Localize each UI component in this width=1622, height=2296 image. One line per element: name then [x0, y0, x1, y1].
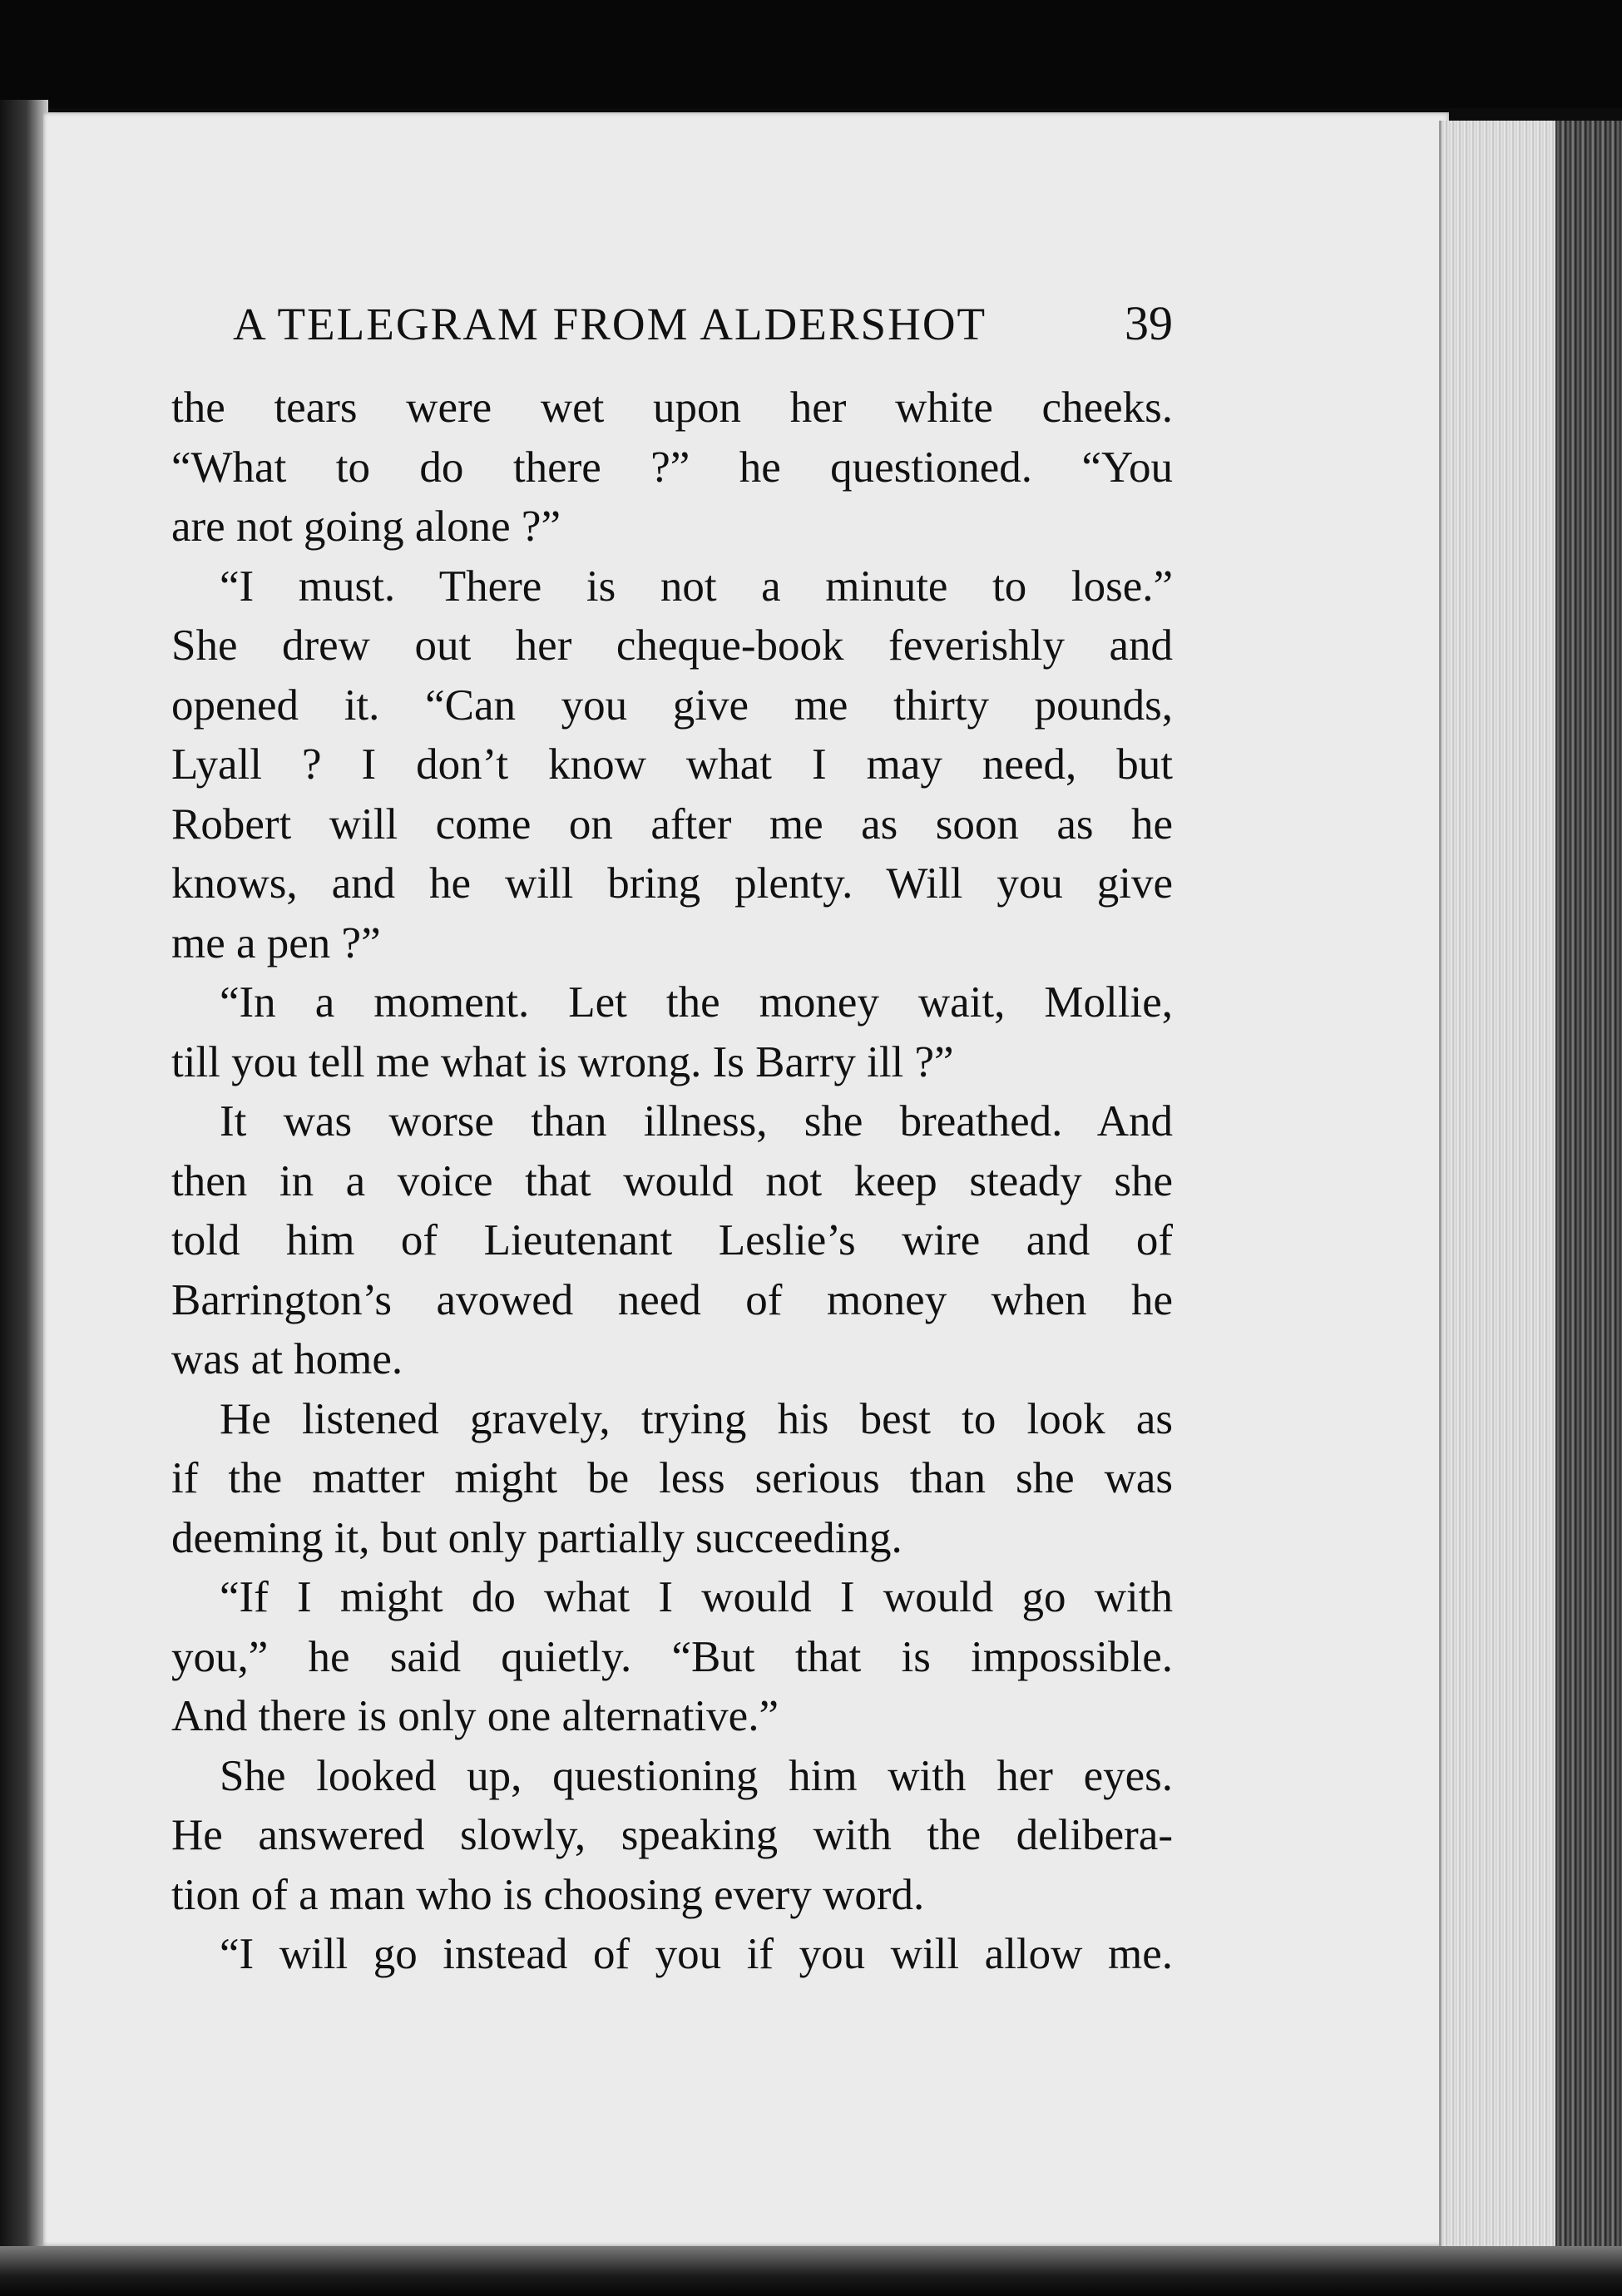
- text-line: “What to do there ?” he questioned. “You: [171, 443, 1173, 492]
- text-line: tion of a man who is choosing every word.: [171, 1870, 925, 1919]
- scan-background-top: [0, 0, 1622, 108]
- text-line: “In a moment. Let the money wait, Mollie,: [220, 978, 1173, 1027]
- text-line: He listened gravely, trying his best to look as: [220, 1394, 1173, 1443]
- scan-background-left: [0, 100, 48, 2296]
- text-line: opened it. “Can you give me thirty pounds,: [171, 680, 1173, 730]
- book-binding: [1555, 121, 1622, 2296]
- text-line: “If I might do what I would I would go with: [220, 1573, 1173, 1621]
- chapter-title: A TELEGRAM FROM ALDERSHOT: [233, 299, 987, 349]
- text-line: “I must. There is not a minute to lose.”: [220, 562, 1173, 611]
- text-line: She drew out her cheque-book feverishly and: [171, 621, 1173, 670]
- text-line: till you tell me what is wrong. Is Barry ill ?”: [171, 1037, 954, 1086]
- text-line: Barrington’s avowed need of money when he: [171, 1275, 1173, 1324]
- text-line: you,” he said quietly. “But that is impossible.: [171, 1632, 1173, 1681]
- text-line: “I will go instead of you if you will allow me.: [220, 1930, 1173, 1978]
- text-line: And there is only one alternative.”: [171, 1692, 779, 1740]
- running-head: [233, 295, 1173, 350]
- text-line: deeming it, but only partially succeeding.: [171, 1513, 902, 1562]
- text-line: Lyall ? I don’t know what I may need, but: [171, 740, 1173, 789]
- text-line: if the matter might be less serious than she was: [171, 1454, 1173, 1502]
- text-line: Robert will come on after me as soon as he: [171, 799, 1173, 849]
- text-line: was at home.: [171, 1335, 403, 1383]
- scan-background-bottom: [0, 2246, 1622, 2296]
- text-line: are not going alone ?”: [171, 502, 561, 551]
- text-line: He answered slowly, speaking with the delibera-: [171, 1811, 1173, 1859]
- text-line: She looked up, questioning him with her eyes.: [220, 1751, 1173, 1800]
- text-line: knows, and he will bring plenty. Will you give: [171, 859, 1173, 908]
- text-line: told him of Lieutenant Leslie’s wire and of: [171, 1216, 1173, 1264]
- body-text: [171, 379, 1173, 1985]
- text-line: It was worse than illness, she breathed. And: [220, 1097, 1173, 1146]
- page-number: 39: [1125, 296, 1173, 350]
- page-edges: [1439, 121, 1566, 2246]
- text-line: then in a voice that would not keep steady she: [171, 1156, 1173, 1205]
- text-line: me a pen ?”: [171, 918, 381, 967]
- text-line: the tears were wet upon her white cheeks.: [171, 383, 1173, 432]
